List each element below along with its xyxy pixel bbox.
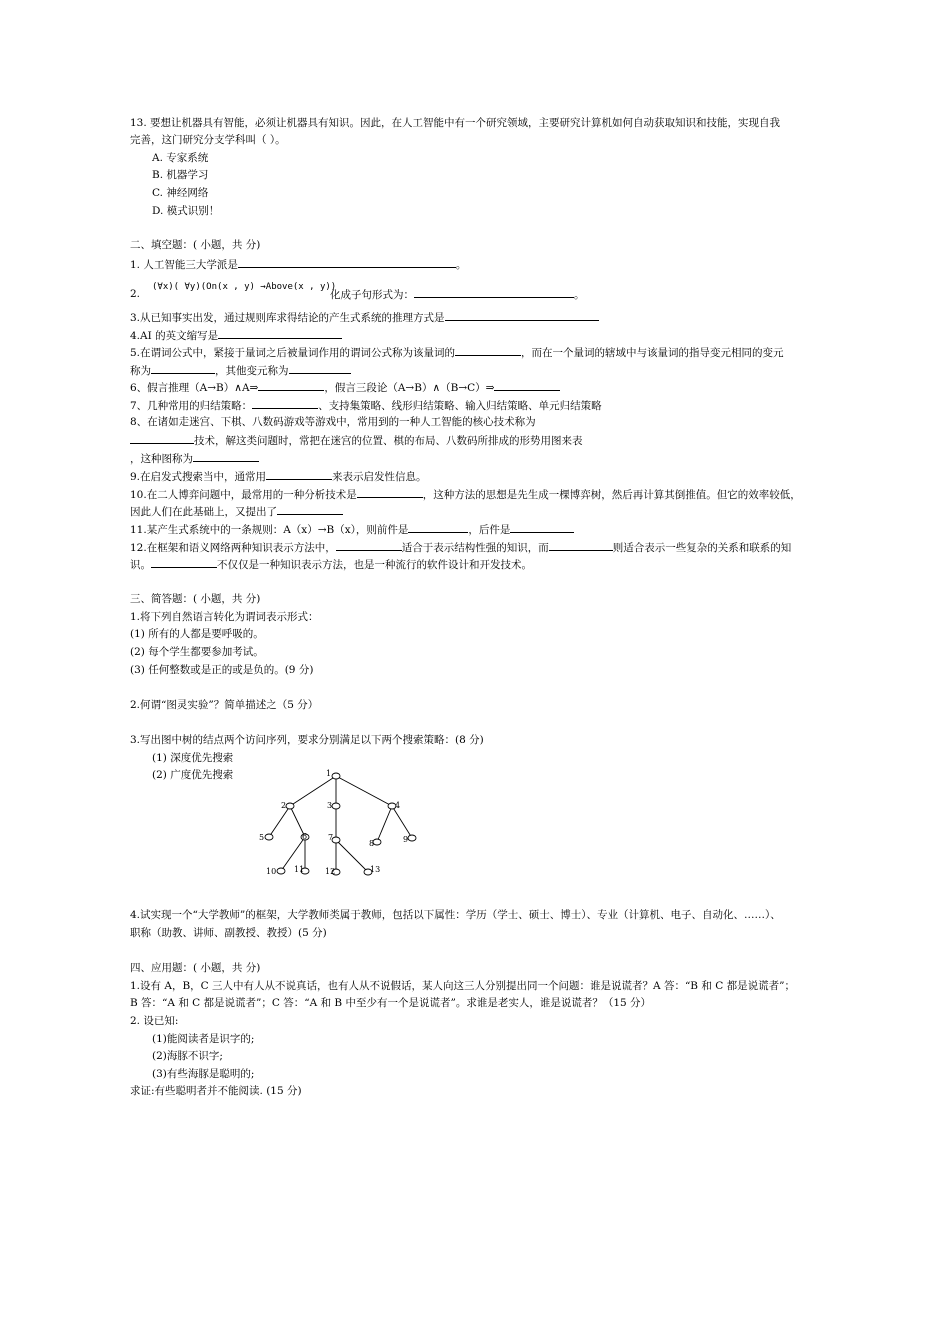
q13-option-c: C. 神经网络 [152,187,209,199]
short-q4-line1: 4.试实现一个“大学教师”的框架，大学教师类属于教师，包括以下属性：学历（学士、硕士、博士）、专业（计算机、电子、自动化、……）、 [130,909,781,921]
tree-label-8: 8 [369,839,375,848]
fill-q5-text-c: 称为 [130,365,151,377]
fill-q6-text-b: ，假言三段论（A→B）∧（B→C）⇒ [324,382,495,394]
apply-header: 四、应用题：( 小题，共 分) [130,962,261,974]
fill-q12-text-e: 不仅仅是一种知识表示方法，也是一种流行的软件设计和开发技术。 [217,559,532,571]
short-q3-item-2: (2) 广度优先搜索 [152,769,234,781]
fill-q7-text-b: 、支持集策略、线形归结策略、输入归结策略、单元归结策略 [318,400,602,412]
fill-q1-end: 。 [455,259,467,271]
fill-q8-text-c: ，这种图称为 [130,453,193,465]
fill-q10-text-b: ，这种方法的思想是先生成一棵博弈树，然后再计算其倒推值。但它的效率较低， [422,489,801,501]
short-q3-item-1: (1) 深度优先搜索 [152,752,234,764]
fill-q10-text-a: 10.在二人博弈问题中，最常用的一种分析技术是 [130,489,357,501]
q13-option-d: D. 模式识别！ [152,205,220,217]
tree-node-10 [277,868,285,874]
fill-q8-text-b: 技术，解这类问题时，常把在迷宫的位置、棋的布局、八数码所排成的形势用图来表 [194,435,583,447]
tree-label-1: 1 [326,769,332,778]
fill-q6-text-a: 6、假言推理（A→B）∧A⇒ [130,382,259,394]
short-q1-item-2: (2) 每个学生都要参加考试。 [130,646,264,658]
q13-line1: 13. 要想让机器具有智能，必须让机器具有知识。因此，在人工智能中有一个研究领域，主要研究计算机如何自动获取知识和技能，实现自我 [130,117,781,129]
tree-label-2: 2 [281,801,287,810]
fill-q3-text: 3.从已知事实出发，通过规则库求得结论的产生式系统的推理方式是 [130,312,445,324]
tree-node-7 [332,837,340,843]
fill-q9-text-a: 9.在启发式搜索当中，通常用 [130,471,267,483]
fill-q9-text-b: 来表示启发性信息。 [332,471,427,483]
tree-node-5 [265,834,273,840]
tree-node-3 [332,803,340,809]
tree-node-9 [408,835,416,841]
fill-q2-formula: (∀x)( ∀y)(On(x , y) →Above(x , y)) [152,282,337,292]
fill-q11-text-b: ，后件是 [468,524,511,536]
apply-q2: 2. 设已知: [130,1015,179,1027]
short-q4-line2: 职称（助教、讲师、副教授、教授）(5 分) [130,927,327,939]
fill-q12-text-a: 12.在框架和语义网络两种知识表示方法中， [130,542,336,554]
fill-header: 二、填空题：( 小题，共 分) [130,239,261,251]
fill-q7-text-a: 7、几种常用的归结策略： [130,400,253,412]
tree-node-8 [373,839,381,845]
fill-q12-text-b: 适合于表示结构性强的知识，而 [401,542,549,554]
fill-q12-text-d: 识。 [130,559,151,571]
q13-line2: 完善，这门研究分支学科叫（ ）。 [130,134,286,146]
tree-node-1 [332,773,340,779]
tree-label-3: 3 [327,801,333,810]
fill-q2-end: 。 [574,289,585,301]
apply-q2-item-2: (2)海豚不识字; [152,1050,223,1062]
fill-q8-line1: 8、在诸如走迷宫、下棋、八数码游戏等游戏中，常用到的一种人工智能的核心技术称为 [130,416,536,428]
fill-q11-text-a: 11.某产生式系统中的一条规则：A（x）→B（x），则前件是 [130,524,409,536]
fill-q5-text-a: 5.在谓词公式中，紧接于量词之后被量词作用的谓词公式称为该量词的 [130,347,456,359]
fill-q1-text: 1. 人工智能三大学派是 [130,259,238,271]
tree-label-10: 10 [266,867,277,876]
fill-q5-text-b: ，而在一个量词的辖域中与该量词的指导变元相同的变元 [521,347,784,359]
short-q1-item-1: (1) 所有的人都是要呼吸的。 [130,628,264,640]
fill-q4-text: 4.AI 的英文缩写是 [130,330,219,342]
fill-q10-text-c: 因此人们在此基础上，又提出了 [130,506,277,518]
tree-label-11: 11 [294,865,305,874]
tree-label-6: 6 [302,832,308,841]
short-q3: 3.写出图中树的结点两个访问序列，要求分别满足以下两个搜索策略：(8 分) [130,734,484,746]
tree-node-2 [286,803,294,809]
tree-label-5: 5 [259,833,265,842]
fill-q5-text-d: ，其他变元称为 [215,365,289,377]
short-q1-item-3: (3) 任何整数或是正的或是负的。(9 分) [130,664,314,676]
short-q1: 1.将下列自然语言转化为谓词表示形式： [130,611,319,623]
fill-q12-text-c: 则适合表示一些复杂的关系和联系的知 [612,542,792,554]
apply-q1-line1: 1.设有 A，B，C 三人中有人从不说真话，也有人从不说假话，某人向这三人分别提出同一个问题：谁是说谎者？A 答：“B 和 C 都是说谎者”； [130,980,795,992]
apply-q2-item-3: (3)有些海豚是聪明的; [152,1068,255,1080]
tree-label-7: 7 [328,833,334,842]
tree-label-4: 4 [395,801,401,810]
tree-label-9: 9 [403,835,409,844]
fill-q2-number: 2. [130,288,141,300]
q13-option-b: B. 机器学习 [152,169,209,181]
short-q2: 2.何谓“图灵实验”？简单描述之（5 分） [130,699,319,711]
tree-label-13: 13 [370,865,381,874]
tree-label-12: 12 [325,867,336,876]
q13-option-a: A. 专家系统 [152,152,209,164]
apply-q2-item-1: (1)能阅读者是识字的; [152,1033,255,1045]
apply-q1-line2: B 答：“A 和 C 都是说谎者”；C 答：“A 和 B 中至少有一个是说谎者”。求谁是老实人，谁是说谎者？（15 分） [130,997,652,1009]
fill-q2-text: 化成子句形式为： [330,289,414,301]
apply-q2-goal: 求证:有些聪明者并不能阅读. (15 分) [130,1085,302,1097]
short-header: 三、简答题：( 小题，共 分) [130,593,261,605]
